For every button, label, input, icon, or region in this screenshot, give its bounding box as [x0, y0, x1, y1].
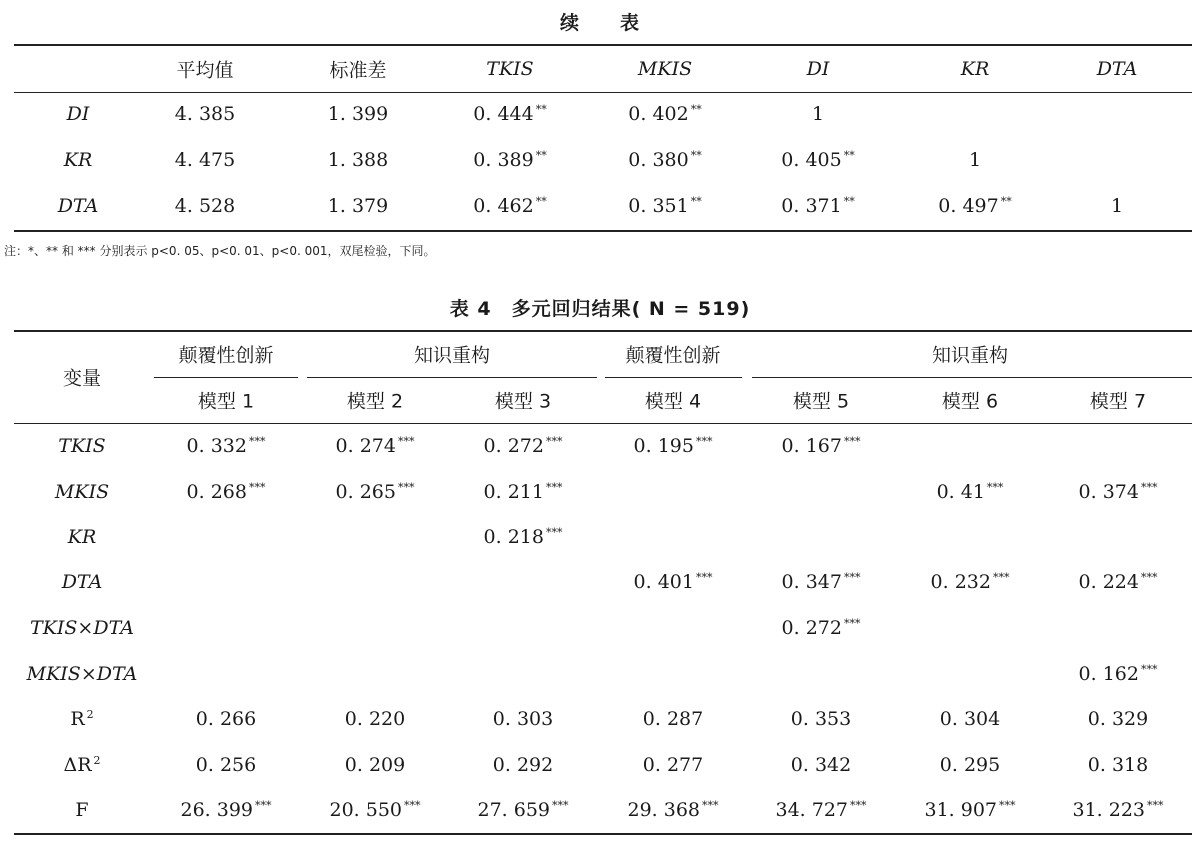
table-cell: 0. 329 — [1087, 708, 1149, 730]
table-note: 注：*、** 和 *** 分别表示 p<0. 05、p<0. 01、p<0. 001，双尾检验，下同。 — [4, 244, 436, 258]
significance-mark: *** — [545, 435, 563, 448]
significance-mark: ** — [690, 195, 702, 208]
table-cell: 1 — [968, 149, 982, 171]
significance-mark: 2 — [93, 754, 101, 767]
table-cell: 0. 342 — [790, 754, 852, 776]
significance-mark: ** — [535, 149, 547, 162]
table2-header-rule — [14, 423, 1192, 424]
table-cell: 1 — [1110, 195, 1124, 217]
significance-mark: *** — [850, 799, 867, 812]
table-cell: 1. 379 — [327, 195, 389, 217]
variable-header: 变量 — [62, 367, 102, 390]
table-cell: 0. 444 ** — [473, 103, 547, 125]
table-cell: 0. 277 — [642, 754, 704, 776]
significance-mark: *** — [545, 481, 563, 494]
table-cell: 0. 287 — [642, 708, 704, 730]
column-header: 平均值 — [176, 59, 234, 82]
model-header: 模型 4 — [644, 390, 702, 413]
row-label: DI — [66, 103, 90, 125]
significance-mark: *** — [843, 435, 861, 448]
column-header: MKIS — [637, 58, 693, 80]
significance-mark: *** — [843, 617, 861, 630]
row-label: ΔR $^2$ — [63, 754, 101, 776]
table-cell: 1. 388 — [327, 149, 389, 171]
group-underline — [307, 377, 597, 378]
significance-mark: ** — [843, 195, 855, 208]
significance-mark: *** — [695, 435, 713, 448]
model-header: 模型 1 — [197, 390, 255, 413]
table-cell: 0. 303 — [492, 708, 554, 730]
table-cell: 0. 304 — [939, 708, 1001, 730]
significance-mark: ** — [690, 103, 702, 116]
row-label: KR — [63, 149, 93, 171]
significance-mark: *** — [1147, 799, 1164, 812]
table-cell: 0. 266 — [195, 708, 257, 730]
significance-mark: ** — [843, 149, 855, 162]
table-cell: 20. 550 *** — [329, 799, 421, 821]
table-cell: 0. 167 *** — [781, 435, 861, 457]
column-header: 标准差 — [329, 59, 387, 82]
table-cell: 0. 405 ** — [781, 149, 855, 171]
row-label: R $^2$ — [70, 708, 94, 730]
row-label: DTA — [57, 195, 99, 217]
significance-mark: *** — [397, 481, 415, 494]
table-cell: 0. 295 — [939, 754, 1001, 776]
regression-table-caption: 表 4 多元回归结果( N = 519) — [449, 298, 751, 320]
row-label: TKIS — [58, 435, 106, 457]
table-cell: 0. 347 *** — [781, 571, 861, 593]
row-label: MKIS — [54, 481, 110, 503]
table-cell: 0. 389 ** — [473, 149, 547, 171]
column-header: DTA — [1096, 58, 1138, 80]
significance-mark: ** — [690, 149, 702, 162]
table-cell: 0. 272 *** — [483, 435, 563, 457]
group-header: 颠覆性创新 — [178, 344, 274, 367]
significance-mark: *** — [702, 799, 719, 812]
row-label: F — [75, 799, 89, 821]
table-cell: 0. 497 ** — [938, 195, 1012, 217]
table-cell: 0. 232 *** — [930, 571, 1010, 593]
significance-mark: ** — [1000, 195, 1012, 208]
column-header: DI — [806, 58, 830, 80]
significance-mark: *** — [1140, 481, 1158, 494]
table1-top-rule — [14, 44, 1192, 46]
table-cell: 4. 385 — [174, 103, 236, 125]
model-header: 模型 2 — [346, 390, 404, 413]
table-cell: 0. 256 — [195, 754, 257, 776]
table-cell: 29. 368 *** — [627, 799, 719, 821]
table-cell: 0. 371 ** — [781, 195, 855, 217]
table-cell: 4. 528 — [174, 195, 236, 217]
model-header: 模型 6 — [941, 390, 999, 413]
table-cell: 0. 218 *** — [483, 526, 563, 548]
model-header: 模型 5 — [792, 390, 850, 413]
table-cell: 0. 224 *** — [1078, 571, 1158, 593]
model-header: 模型 3 — [494, 390, 552, 413]
table-cell: 0. 268 *** — [186, 481, 266, 503]
significance-mark: *** — [986, 481, 1004, 494]
table-cell: 0. 401 *** — [633, 571, 713, 593]
table-cell: 0. 318 — [1087, 754, 1149, 776]
group-underline — [154, 377, 298, 378]
row-label: KR — [67, 526, 97, 548]
table-cell: 31. 907 *** — [924, 799, 1016, 821]
table-cell: 0. 351 ** — [628, 195, 702, 217]
significance-mark: *** — [397, 435, 415, 448]
significance-mark: *** — [255, 799, 272, 812]
table-cell: 0. 353 — [790, 708, 852, 730]
table2-bottom-rule — [14, 833, 1192, 835]
table-continued-caption: 续 表 — [559, 12, 641, 34]
significance-mark: *** — [552, 799, 569, 812]
group-header: 知识重构 — [931, 344, 1009, 367]
table-cell: 0. 272 *** — [781, 617, 861, 639]
column-header: TKIS — [486, 58, 534, 80]
significance-mark: *** — [248, 481, 266, 494]
significance-mark: *** — [248, 435, 266, 448]
group-underline — [605, 377, 742, 378]
table-cell: 0. 462 ** — [473, 195, 547, 217]
significance-mark: *** — [1140, 571, 1158, 584]
table1-header-rule — [14, 92, 1192, 93]
significance-mark: 2 — [86, 708, 94, 721]
significance-mark: ** — [535, 195, 547, 208]
table2-top-rule — [14, 330, 1192, 332]
table-cell: 27. 659 *** — [477, 799, 569, 821]
table-cell: 0. 292 — [492, 754, 554, 776]
row-label: MKIS×DTA — [26, 663, 138, 685]
table-cell: 34. 727 *** — [775, 799, 867, 821]
table-cell: 1 — [811, 103, 825, 125]
table-cell: 0. 374 *** — [1078, 481, 1158, 503]
table-cell: 1. 399 — [327, 103, 389, 125]
significance-mark: *** — [1140, 663, 1158, 676]
table-cell: 0. 220 — [344, 708, 406, 730]
significance-mark: *** — [843, 571, 861, 584]
group-header: 知识重构 — [413, 344, 491, 367]
table-cell: 0. 274 *** — [335, 435, 415, 457]
table-cell: 4. 475 — [174, 149, 236, 171]
row-label: TKIS×DTA — [30, 617, 134, 639]
model-header: 模型 7 — [1089, 390, 1147, 413]
table1-bottom-rule — [14, 230, 1192, 232]
table-cell: 0. 41 *** — [936, 481, 1004, 503]
table-cell: 0. 380 ** — [628, 149, 702, 171]
significance-mark: *** — [992, 571, 1010, 584]
column-header: KR — [960, 58, 990, 80]
significance-mark: *** — [545, 526, 563, 539]
group-underline — [752, 377, 1192, 378]
table-cell: 0. 402 ** — [628, 103, 702, 125]
table-cell: 31. 223 *** — [1072, 799, 1164, 821]
group-header: 颠覆性创新 — [625, 344, 721, 367]
table-cell: 0. 209 — [344, 754, 406, 776]
table-cell: 26. 399 *** — [180, 799, 272, 821]
significance-mark: *** — [695, 571, 713, 584]
significance-mark: ** — [535, 103, 547, 116]
row-label: DTA — [61, 571, 103, 593]
significance-mark: *** — [404, 799, 421, 812]
significance-mark: *** — [999, 799, 1016, 812]
table-cell: 0. 162 *** — [1078, 663, 1158, 685]
table-cell: 0. 211 *** — [483, 481, 563, 503]
table-cell: 0. 332 *** — [186, 435, 266, 457]
table-cell: 0. 265 *** — [335, 481, 415, 503]
table-cell: 0. 195 *** — [633, 435, 713, 457]
